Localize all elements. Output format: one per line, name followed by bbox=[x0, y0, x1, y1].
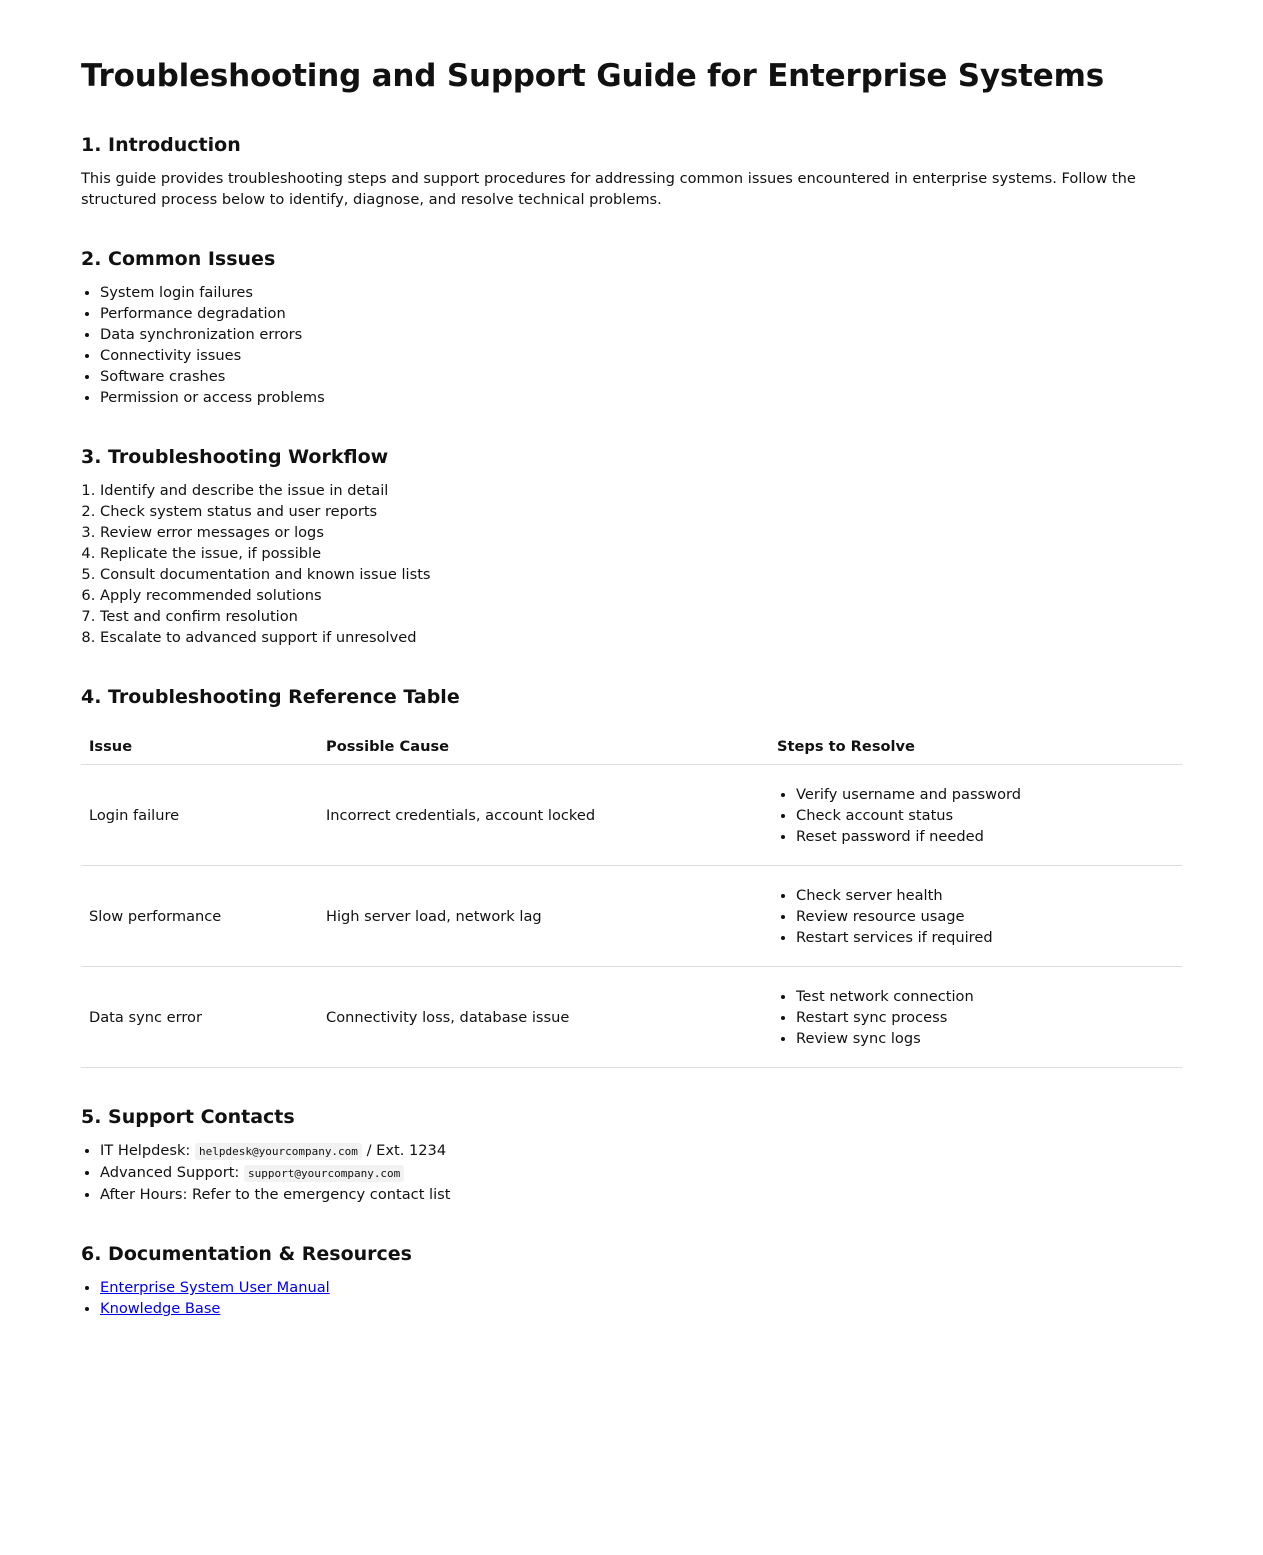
list-item: • Check account status bbox=[796, 805, 1174, 826]
resources-list bbox=[81, 1277, 1182, 1319]
support-contacts-list bbox=[81, 1140, 1182, 1205]
helpdesk-extension: / Ext. 1234 bbox=[366, 1142, 447, 1159]
helpdesk-email: helpdesk@yourcompany.com bbox=[195, 1143, 362, 1160]
list-item: 4. Replicate the issue, if possible bbox=[100, 543, 1182, 564]
cell-steps bbox=[769, 967, 1182, 1068]
table-header-row bbox=[81, 730, 1182, 765]
contact-advanced-support bbox=[100, 1162, 1182, 1184]
list-item: • Software crashes bbox=[100, 366, 1182, 387]
link-knowledge-base[interactable]: Knowledge Base bbox=[100, 1300, 221, 1317]
cell-issue: Slow performance bbox=[81, 866, 318, 967]
list-item: 2. Check system status and user reports bbox=[100, 501, 1182, 522]
list-item: • Verify username and password bbox=[796, 784, 1174, 805]
section-heading: 6. Documentation & Resources bbox=[81, 1243, 412, 1265]
section-introduction bbox=[81, 132, 1182, 210]
reference-table bbox=[81, 730, 1182, 1068]
workflow-steps-list bbox=[81, 480, 1182, 648]
section-heading: 5. Support Contacts bbox=[81, 1106, 295, 1128]
cell-cause: Incorrect credentials, account locked bbox=[318, 765, 769, 866]
list-item: 7. Test and confirm resolution bbox=[100, 606, 1182, 627]
list-item: • Test network connection bbox=[796, 986, 1174, 1007]
list-item: 8. Escalate to advanced support if unresolved bbox=[100, 627, 1182, 648]
cell-steps bbox=[769, 765, 1182, 866]
list-item: • Restart sync process bbox=[796, 1007, 1174, 1028]
list-item: • Permission or access problems bbox=[100, 387, 1182, 408]
list-item: • Review sync logs bbox=[796, 1028, 1174, 1049]
contact-after-hours: • After Hours: Refer to the emergency contact list bbox=[100, 1184, 1182, 1205]
document-page bbox=[81, 0, 1182, 1555]
link-user-manual[interactable]: Enterprise System User Manual bbox=[100, 1279, 330, 1296]
section-workflow bbox=[81, 444, 1182, 648]
table-row bbox=[81, 765, 1182, 866]
contact-label: Advanced Support: bbox=[100, 1164, 240, 1181]
contact-helpdesk bbox=[100, 1140, 1182, 1162]
section-reference-table bbox=[81, 684, 1182, 1068]
cell-cause: High server load, network lag bbox=[318, 866, 769, 967]
list-item: • Performance degradation bbox=[100, 303, 1182, 324]
section-heading: 3. Troubleshooting Workflow bbox=[81, 446, 389, 468]
list-item: • Review resource usage bbox=[796, 906, 1174, 927]
column-header-issue: Issue bbox=[81, 730, 318, 765]
list-item: 3. Review error messages or logs bbox=[100, 522, 1182, 543]
cell-issue: Login failure bbox=[81, 765, 318, 866]
steps-list bbox=[777, 986, 1174, 1049]
contact-label: IT Helpdesk: bbox=[100, 1142, 191, 1159]
section-heading: 2. Common Issues bbox=[81, 248, 276, 270]
steps-list bbox=[777, 885, 1174, 948]
list-item: 5. Consult documentation and known issue lists bbox=[100, 564, 1182, 585]
section-resources bbox=[81, 1241, 1182, 1319]
section-heading: 4. Troubleshooting Reference Table bbox=[81, 686, 460, 708]
steps-list bbox=[777, 784, 1174, 847]
column-header-steps: Steps to Resolve bbox=[769, 730, 1182, 765]
list-item bbox=[100, 1298, 1182, 1319]
list-item bbox=[100, 1277, 1182, 1298]
list-item: • Check server health bbox=[796, 885, 1174, 906]
common-issues-list bbox=[81, 282, 1182, 408]
section-heading: 1. Introduction bbox=[81, 134, 241, 156]
section-support-contacts bbox=[81, 1104, 1182, 1205]
page-title: Troubleshooting and Support Guide for Enterprise Systems bbox=[81, 58, 1104, 94]
list-item: • Data synchronization errors bbox=[100, 324, 1182, 345]
column-header-cause: Possible Cause bbox=[318, 730, 769, 765]
section-common-issues bbox=[81, 246, 1182, 408]
list-item: • System login failures bbox=[100, 282, 1182, 303]
list-item: • Connectivity issues bbox=[100, 345, 1182, 366]
intro-paragraph: This guide provides troubleshooting steps and support procedures for addressing common issues encountered in enterprise systems. Follow the structured process below to identify, diagnose, and resolve technical problems. bbox=[81, 170, 1136, 208]
support-email: support@yourcompany.com bbox=[244, 1165, 404, 1182]
cell-cause: Connectivity loss, database issue bbox=[318, 967, 769, 1068]
list-item: 6. Apply recommended solutions bbox=[100, 585, 1182, 606]
list-item: 1. Identify and describe the issue in detail bbox=[100, 480, 1182, 501]
cell-steps bbox=[769, 866, 1182, 967]
table-row bbox=[81, 967, 1182, 1068]
list-item: • Reset password if needed bbox=[796, 826, 1174, 847]
list-item: • Restart services if required bbox=[796, 927, 1174, 948]
cell-issue: Data sync error bbox=[81, 967, 318, 1068]
table-row bbox=[81, 866, 1182, 967]
